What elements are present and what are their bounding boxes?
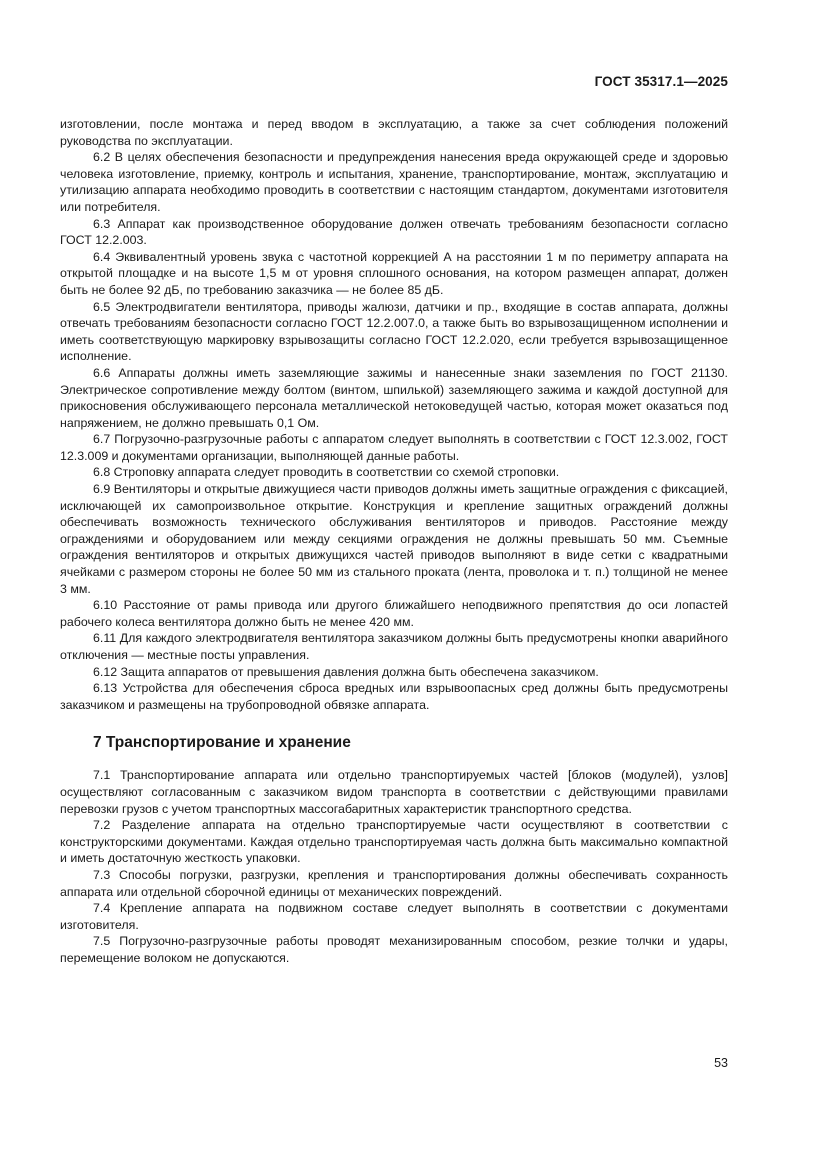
paragraph-7-5: 7.5 Погрузочно-разгрузочные работы проводят механизированным способом, резкие толчки и удары, перемещение волоком не допускаются.: [60, 934, 728, 965]
section-7-heading: 7 Транспортирование и хранение: [93, 734, 351, 752]
page-number: 53: [714, 1056, 728, 1070]
paragraph-7-3: 7.3 Способы погрузки, разгрузки, крепления и транспортирования должны обеспечивать сохранность аппарата или отдельной сборочной единицы от механических повреждений.: [60, 867, 728, 899]
paragraph-6-2: 6.2 В целях обеспечения безопасности и предупреждения нанесения вреда окружающей среде и здоровью человека изготовление, приемку, контроль и испытания, хранение, транспортирование, монтаж, эксплуатацию и утилизацию аппарата необходимо проводить в соответствии с настоящим стандартом, документами изготовителя или потребителя.: [60, 150, 728, 214]
paragraph-6-9: 6.9 Вентиляторы и открытые движущиеся части приводов должны иметь защитные ограждения с фиксацией, исключающей их самопроизвольное открытие. Конструкция и крепление защитных ограждений должны обеспечивать возможность технического обслуживания вентиляторов и приводов. Расстояние между ограждениями и оборудованием или между секциями ограждения не должны превышать 50 мм. Съемные ограждения вентиляторов и открытых движущихся частей приводов выполняют в виде сетки с квадратными ячейками с размером стороны не более 50 мм из стального проката (лента, проволока и т. п.) толщиной не менее 3 мм.: [60, 482, 728, 596]
paragraph-6-12: 6.12 Защита аппаратов от превышения давления должна быть обеспечена заказчиком.: [93, 664, 599, 679]
paragraph-6-4: 6.4 Эквивалентный уровень звука с частотной коррекцией А на расстоянии 1 м по периметру аппарата на открытой площадке и на высоте 1,5 м от уровня сплошного основания, на котором размещен аппарат, должен быть не более 92 дБ, по требованию заказчика — не более 85 дБ.: [60, 249, 728, 297]
paragraph-6-11: 6.11 Для каждого электродвигателя вентилятора заказчиком должны быть предусмотрены кнопки аварийного отключения — местные посты управления.: [60, 631, 728, 662]
paragraph-6-13: 6.13 Устройства для обеспечения сброса вредных или взрывоопасных сред должны быть предусмотрены заказчиком и размещены на трубопроводной обвязке аппарата.: [60, 681, 728, 712]
document-body: [60, 116, 728, 967]
paragraph-6-6: 6.6 Аппараты должны иметь заземляющие зажимы и нанесенные знаки заземления по ГОСТ 21130. Электрическое сопротивление между болтом (винтом, шпилькой) заземляющего зажима и каждой доступной для прикосновения обслуживающего персонала металлической нетоковедущей частью, которая может оказаться под напряжением, не должно превышать 0,1 Ом.: [60, 365, 728, 430]
paragraph-6-10: 6.10 Расстояние от рамы привода или другого ближайшего неподвижного препятствия до оси лопастей рабочего колеса вентилятора должно быть не менее 420 мм.: [60, 598, 728, 629]
paragraph-6-5: 6.5 Электродвигатели вентилятора, приводы жалюзи, датчики и пр., входящие в состав аппарата, должны отвечать требованиям безопасности согласно ГОСТ 12.2.007.0, а также быть во взрывозащищенном исполнении и иметь соответствующую маркировку взрывозащиты согласно ГОСТ 12.2.020, если требуется взрывозащищенное исполнение.: [60, 299, 728, 364]
paragraph-6-8: 6.8 Строповку аппарата следует проводить в соответствии со схемой строповки.: [93, 465, 560, 480]
paragraph-6-1-continuation: изготовлении, после монтажа и перед вводом в эксплуатацию, а также за счет соблюдения положений руководства по эксплуатации.: [60, 117, 728, 148]
paragraph-6-3: 6.3 Аппарат как производственное оборудование должен отвечать требованиям безопасности согласно ГОСТ 12.2.003.: [60, 216, 728, 248]
paragraph-6-7: 6.7 Погрузочно-разгрузочные работы с аппаратом следует выполнять в соответствии с ГОСТ 12.3.002, ГОСТ 12.3.009 и документами организации, выполняющей данные работы.: [60, 432, 728, 463]
paragraph-7-1: 7.1 Транспортирование аппарата или отдельно транспортируемых частей [блоков (модулей), узлов] осуществляют согласованным с заказчиком видом транспорта в соответствии с действующими правилами перевозки грузов с учетом транспортных массогабаритных характеристик транспортного средства.: [60, 768, 728, 816]
paragraph-7-4: 7.4 Крепление аппарата на подвижном составе следует выполнять в соответствии с документами изготовителя.: [60, 901, 728, 932]
paragraph-7-2: 7.2 Разделение аппарата на отдельно транспортируемые части осуществляют в соответствии с конструкторскими документами. Каждая отдельно транспортируемая часть должна быть максимально компактной и иметь достаточную жесткость упаковки.: [60, 818, 728, 866]
standard-code: ГОСТ 35317.1—2025: [594, 74, 728, 89]
